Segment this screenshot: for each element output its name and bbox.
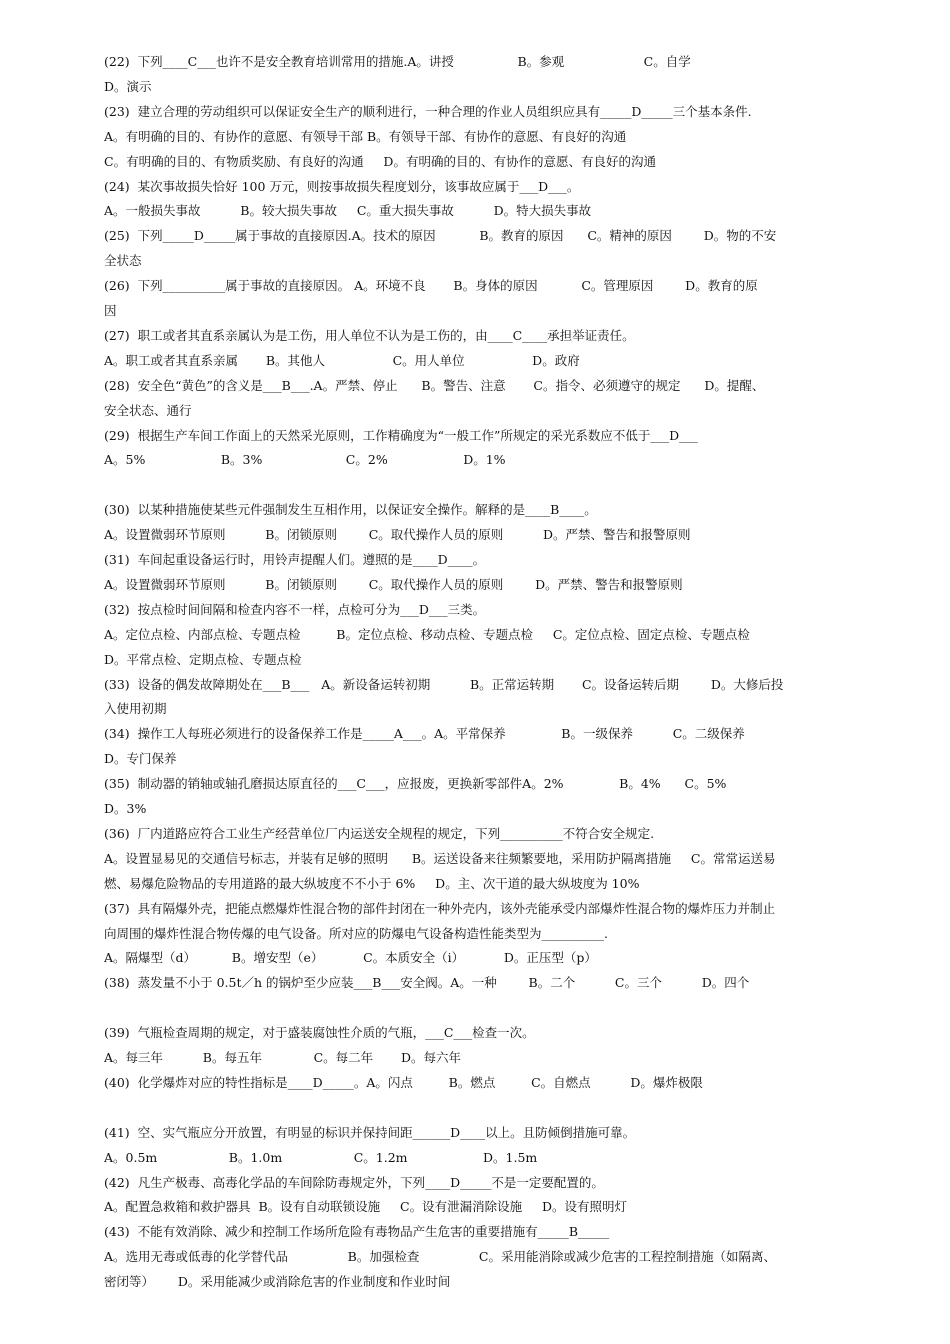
text-line: 入使用初期 [104,701,167,717]
text-line: (28) 安全色“黄色”的含义是___B___.A。严禁、停止 B。警告、注意 C。指令、必须遵守的规定 D。提醒、 [104,377,765,393]
text-line: (39) 气瓶检查周期的规定，对于盛装腐蚀性介质的气瓶，___C___检查一次。 [104,1025,535,1041]
text-line: D。演示 [104,78,152,94]
text-line: (23) 建立合理的劳动组织可以保证安全生产的顺利进行，一种合理的作业人员组织应具有_____D_____三个基本条件. [104,103,752,119]
text-line: A。设置微弱环节原则 B。闭锁原则 C。取代操作人员的原则 D。严禁、警告和报警原则 [104,527,691,543]
text-line: (29) 根据生产车间工作面上的天然采光原则，工作精确度为“一般工作”所规定的采光系数应不低于___D___ [104,427,698,443]
text-line: 密闭等） D。采用能减少或消除危害的作业制度和作业时间 [104,1274,451,1290]
text-line: A。5% B。3% C。2% D。1% [104,452,506,468]
text-line: (24) 某次事故损失恰好 100 万元，则按事故损失程度划分，该事故应属于___D___。 [104,178,580,194]
text-line: (26) 下列__________属于事故的直接原因。 A。环境不良 B。身体的原因 C。管理原因 D。教育的原 [104,278,758,294]
text-line: A。0.5m B。1.0m C。1.2m D。1.5m [104,1149,538,1165]
text-line: 因 [104,303,117,318]
text-line: (41) 空、实气瓶应分开放置，有明显的标识并保持间距______D____以上。且防倾倒措施可靠。 [104,1124,636,1140]
text-line: (36) 厂内道路应符合工业生产经营单位厂内运送安全规程的规定，下列__________不符合安全规定. [104,825,655,841]
text-line: A。有明确的目的、有协作的意愿、有领导干部 B。有领导干部、有协作的意愿、有良好的沟通 [104,128,627,144]
text-line: (40) 化学爆炸对应的特性指标是____D_____。A。闪点 B。燃点 C。自燃点 D。爆炸极限 [104,1074,703,1090]
text-line: (31) 车间起重设备运行时，用铃声提醒人们。遵照的是____D____。 [104,552,486,567]
text-line: 全状态 [104,253,142,269]
text-line: (42) 凡生产极毒、高毒化学品的车间除防毒规定外，下列____D_____不是一定要配置的。 [104,1174,604,1190]
text-line: A。配置急救箱和救护器具 B。设有自动联锁设施 C。设有泄漏消除设施 D。设有照明灯 [104,1199,627,1215]
text-line: (30) 以某种措施使某些元件强制发生互相作用，以保证安全操作。解释的是____B____。 [104,502,597,518]
text-line: (27) 职工或者其直系亲属认为是工伤，用人单位不认为是工伤的，由____C____承担举证责任。 [104,327,635,343]
text-line: 向周围的爆炸性混合物传爆的电气设备。所对应的防爆电气设备构造性能类型为__________. [104,925,608,941]
text-line: (35) 制动器的销轴或轴孔磨损达原直径的___C___，应报废，更换新零部件A。2% B。4% C。5% [104,776,727,792]
text-line: A。定位点检、内部点检、专题点检 B。定位点检、移动点检、专题点检 C。定位点检、固定点检、专题点检 [104,626,750,642]
text-line: (34) 操作工人每班必须进行的设备保养工作是_____A___。A。平常保养 B。一级保养 C。二级保养 [104,726,745,742]
text-line: (32) 按点检时间间隔和检查内容不一样，点检可分为___D___三类。 [104,601,486,617]
text-line: A。设置微弱环节原则 B。闭锁原则 C。取代操作人员的原则 D。严禁、警告和报警原则 [104,576,683,592]
text-line: (43) 不能有效消除、减少和控制工作场所危险有毒物品产生危害的重要措施有_____B_____ [104,1224,610,1240]
text-line: (37) 具有隔爆外壳，把能点燃爆炸性混合物的部件封闭在一种外壳内，该外壳能承受内部爆炸性混合物的爆炸压力并制止 [104,900,776,916]
text-line: D。3% [104,801,147,816]
text-line: (38) 蒸发量不小于 0.5t／h 的锅炉至少应装___B___安全阀。A。一种 B。二个 C。三个 D。四个 [104,975,750,991]
text-line: A。一般损失事故 B。较大损失事故 C。重大损失事故 D。特大损失事故 [104,203,592,219]
text-line: A。设置显易见的交通信号标志，并装有足够的照明 B。运送设备来往频繁要地，采用防护隔离措施 C。常常运送易 [104,850,776,866]
text-line: D。平常点检、定期点检、专题点检 [104,651,302,667]
text-line: (33) 设备的偶发故障期处在___B___ A。新设备运转初期 B。正常运转期 C。设备运转后期 D。大修后投 [104,676,784,692]
text-line: C。有明确的目的、有物质奖励、有良好的沟通 D。有明确的目的、有协作的意愿、有良好的沟通 [104,153,656,169]
text-line: 安全状态、通行 [104,402,192,418]
text-line: A。每三年 B。每五年 C。每二年 D。每六年 [104,1050,462,1065]
text-line: (22) 下列____C___也许不是安全教育培训常用的措施.A。讲授 B。参观 C。自学 [104,54,691,69]
text-line: (25) 下列_____D_____属于事故的直接原因.A。技术的原因 B。教育的原因 C。精神的原因 D。物的不安 [104,228,777,244]
text-line: A。隔爆型（d） B。增安型（e） C。本质安全（i） D。正压型（p） [104,950,597,966]
text-line: D。专门保养 [104,751,177,767]
text-line: A。选用无毒或低毒的化学替代品 B。加强检查 C。采用能消除或减少危害的工程控制措施（如隔离、 [104,1249,776,1265]
text-line: 燃、易爆危险物品的专用道路的最大纵坡度不不小于 6% D。主、次干道的最大纵坡度为 10% [104,875,640,891]
text-line: A。职工或者其直系亲属 B。其他人 C。用人单位 D。政府 [104,352,580,368]
